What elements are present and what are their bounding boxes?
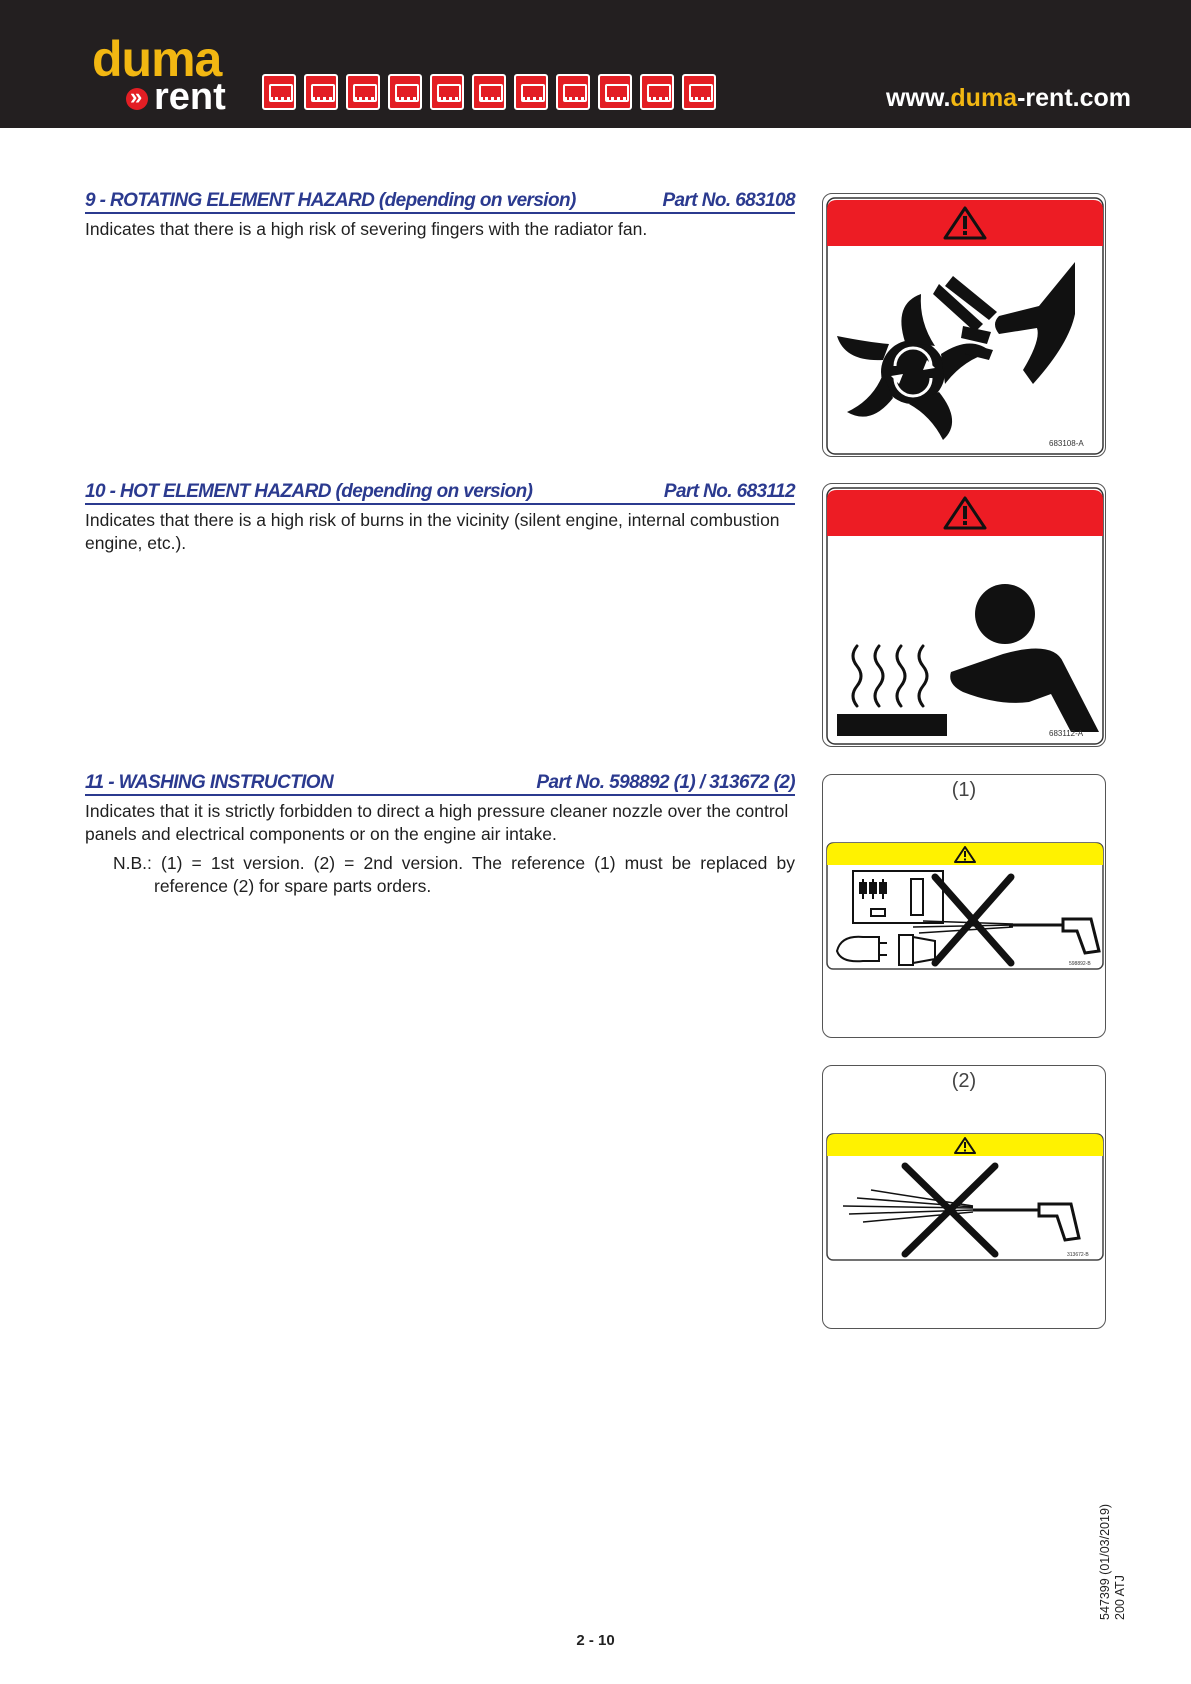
backhoe-icon: [430, 74, 464, 110]
sticker-version-label: (2): [951, 1070, 977, 1092]
machine-icons-strip: [262, 74, 716, 110]
svg-text:598892-B: 598892-B: [1069, 961, 1091, 967]
mini-dumper-icon: [388, 74, 422, 110]
section-rotating-hazard: [85, 190, 795, 241]
section-heading: [85, 481, 795, 505]
aerial-platform-icon: [682, 74, 716, 110]
svg-text:683112-A: 683112-A: [1049, 729, 1084, 738]
hot-surface-icon: [837, 714, 947, 736]
website-link[interactable]: www.duma-rent.com: [886, 84, 1131, 112]
section-description: Indicates that it is strictly forbidden to direct a high pressure cleaner nozzle over the control panels and electrical components or on the engine air intake.: [85, 801, 789, 844]
section-washing-instruction: [85, 772, 795, 898]
telehandler-icon: [514, 74, 548, 110]
svg-text:313672-B: 313672-B: [1067, 1252, 1089, 1258]
forklift-icon: [304, 74, 338, 110]
scissor-lift-icon: [346, 74, 380, 110]
roller-icon: [472, 74, 506, 110]
page-header: [0, 0, 1191, 128]
part-number: Part No. 598892 (1) / 313672 (2): [536, 772, 795, 793]
sticker-washing-v2: [822, 1065, 1106, 1329]
skid-steer-icon: [262, 74, 296, 110]
sticker-hot-hazard: [822, 483, 1106, 747]
sticker-version-label: (1): [951, 779, 977, 801]
articulated-lift-icon: [598, 74, 632, 110]
section-note: N.B.: (1) = 1st version. (2) = 2nd version. The reference (1) must be replaced by reference (2) for spare parts orders.: [113, 853, 795, 896]
page-number: 2 - 10: [576, 1632, 615, 1649]
section-description: Indicates that there is a high risk of burns in the vicinity (silent engine, internal combustion engine, etc.).: [85, 510, 780, 553]
document-reference: 547399 (01/03/2019) 200 ATJ: [1098, 1503, 1127, 1620]
section-title: 10 - HOT ELEMENT HAZARD (depending on version): [85, 481, 533, 502]
section-heading: [85, 772, 795, 796]
excavator-icon: [556, 74, 590, 110]
part-number: Part No. 683108: [662, 190, 795, 211]
section-title: 11 - WASHING INSTRUCTION: [85, 772, 334, 793]
part-number: Part No. 683112: [663, 481, 795, 502]
boom-lift-icon: [640, 74, 674, 110]
section-heading: [85, 190, 795, 214]
logo-rent: rent: [154, 76, 226, 118]
sticker-washing-v1: [822, 774, 1106, 1038]
sticker-rotating-hazard: [822, 193, 1106, 457]
section-description: Indicates that there is a high risk of severing fingers with the radiator fan.: [85, 219, 648, 239]
logo-duma: duma: [92, 31, 222, 87]
svg-text:683108-A: 683108-A: [1049, 439, 1084, 448]
section-hot-hazard: [85, 481, 795, 555]
section-title: 9 - ROTATING ELEMENT HAZARD (depending on version): [85, 190, 576, 211]
